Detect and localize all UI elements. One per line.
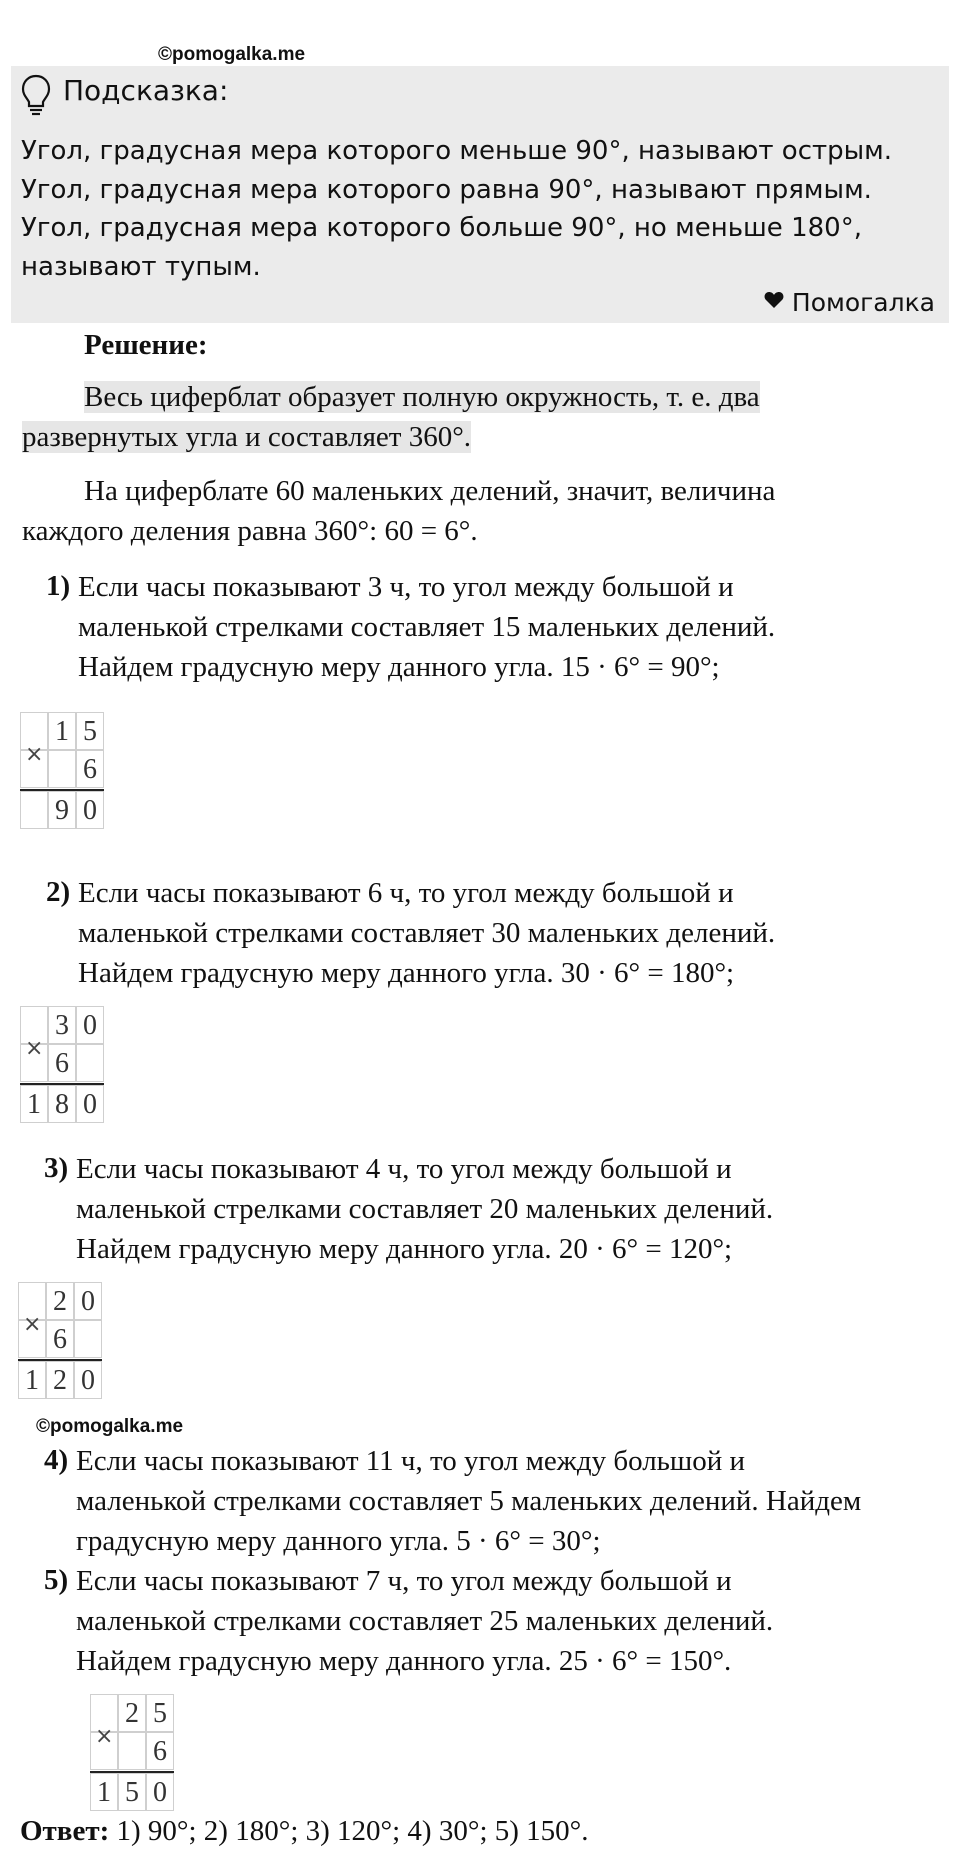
item-line: маленькой стрелками составляет 5 маленьких делений. Найдем: [76, 1485, 862, 1517]
multiply-sign: ×: [95, 1724, 114, 1749]
hint-line: Угол, градусная мера которого больше 90°, но меньше 180°,: [21, 213, 862, 243]
hint-line: Угол, градусная мера которого равна 90°, называют прямым.: [21, 174, 872, 205]
grid-cell: 0: [76, 1006, 104, 1044]
multiply-sign: ×: [25, 1036, 44, 1061]
item-number: 3): [44, 1152, 69, 1184]
grid-cell: 2: [46, 1361, 74, 1399]
grid-cell: 0: [76, 1085, 104, 1123]
grid-cell: 0: [74, 1282, 102, 1320]
multiply-sign: ×: [25, 742, 44, 767]
hint-box: [11, 66, 949, 323]
item-line: Если часы показывают 6 ч, то угол между большой и: [78, 877, 734, 909]
grid-cell: 2: [118, 1694, 146, 1732]
hint-line: Угол, градусная мера которого меньше 90°, называют острым.: [21, 136, 893, 166]
result-line: [90, 1771, 174, 1773]
grid-cell: [74, 1320, 102, 1358]
intro-line: [22, 418, 471, 457]
answer-text: 1) 90°; 2) 180°; 3) 120°; 4) 30°; 5) 150°.: [109, 1815, 589, 1847]
grid-cell: 6: [76, 750, 104, 788]
grid-cell: 1: [48, 712, 76, 750]
grid-cell: 1: [90, 1773, 118, 1811]
item-line: маленькой стрелками составляет 30 маленьких делений.: [78, 917, 776, 949]
grid-cell: [20, 791, 48, 829]
grid-cell: 6: [48, 1044, 76, 1082]
paragraph-line: каждого деления равна 360°: 60 = 6°.: [22, 515, 478, 547]
item-line: Если часы показывают 3 ч, то угол между большой и: [78, 571, 734, 603]
item-line: Если часы показывают 11 ч, то угол между большой и: [76, 1445, 746, 1477]
solution-heading: Решение:: [84, 329, 208, 361]
watermark-middle: ©pomogalka.me: [36, 1416, 184, 1437]
result-line: [20, 789, 104, 791]
intro-line: [84, 378, 760, 417]
grid-cell: 5: [76, 712, 104, 750]
brand-name: Помогалка: [791, 288, 935, 317]
item-line: маленькой стрелками составляет 25 маленьких делений.: [76, 1605, 774, 1637]
item-number: 2): [46, 876, 71, 908]
item-number: 1): [46, 570, 71, 602]
grid-cell: 5: [118, 1773, 146, 1811]
hint-title: Подсказка:: [63, 74, 229, 107]
item-line: Найдем градусную меру данного угла. 30 · 6° = 180°;: [78, 957, 735, 989]
item-line: градусную меру данного угла. 5 · 6° = 30°;: [76, 1525, 601, 1557]
grid-cell: [48, 750, 76, 788]
multiply-sign: ×: [23, 1312, 42, 1337]
answer-label: Ответ:: [20, 1815, 110, 1847]
item-line: Если часы показывают 7 ч, то угол между большой и: [76, 1565, 732, 1597]
watermark-top: ©pomogalka.me: [158, 44, 306, 65]
item-number: 4): [44, 1444, 69, 1476]
item-line: Найдем градусную меру данного угла. 15 · 6° = 90°;: [78, 651, 720, 683]
grid-cell: 6: [46, 1320, 74, 1358]
grid-cell: 1: [20, 1085, 48, 1123]
grid-cell: 2: [46, 1282, 74, 1320]
grid-cell: 1: [18, 1361, 46, 1399]
highlighted-text: развернутых угла и составляет 360°.: [22, 421, 472, 453]
grid-cell: [118, 1732, 146, 1770]
grid-cell: 3: [48, 1006, 76, 1044]
grid-cell: 9: [48, 791, 76, 829]
result-line: [20, 1083, 104, 1085]
item-line: маленькой стрелками составляет 15 маленьких делений.: [78, 611, 776, 643]
highlighted-text: Весь циферблат образует полную окружность, т. е. два: [84, 381, 760, 413]
item-line: Найдем градусную меру данного угла. 25 · 6° = 150°.: [76, 1645, 732, 1677]
hint-text: [21, 132, 892, 286]
item-line: маленькой стрелками составляет 20 маленьких делений.: [76, 1193, 774, 1225]
paragraph-line: На циферблате 60 маленьких делений, значит, величина: [84, 475, 776, 507]
answer-line: [20, 1812, 589, 1851]
grid-cell: 0: [74, 1361, 102, 1399]
item-line: Найдем градусную меру данного угла. 20 · 6° = 120°;: [76, 1233, 733, 1265]
lightbulb-icon: [21, 74, 51, 116]
grid-cell: 8: [48, 1085, 76, 1123]
grid-cell: 6: [146, 1732, 174, 1770]
result-line: [18, 1359, 102, 1361]
hint-line: называют тупым.: [21, 251, 261, 282]
grid-cell: 0: [76, 791, 104, 829]
grid-cell: 5: [146, 1694, 174, 1732]
brand-label: [764, 288, 935, 317]
item-number: 5): [44, 1564, 69, 1596]
item-line: Если часы показывают 4 ч, то угол между большой и: [76, 1153, 732, 1185]
heart-icon: [764, 291, 784, 309]
grid-cell: 0: [146, 1773, 174, 1811]
grid-cell: [76, 1044, 104, 1082]
